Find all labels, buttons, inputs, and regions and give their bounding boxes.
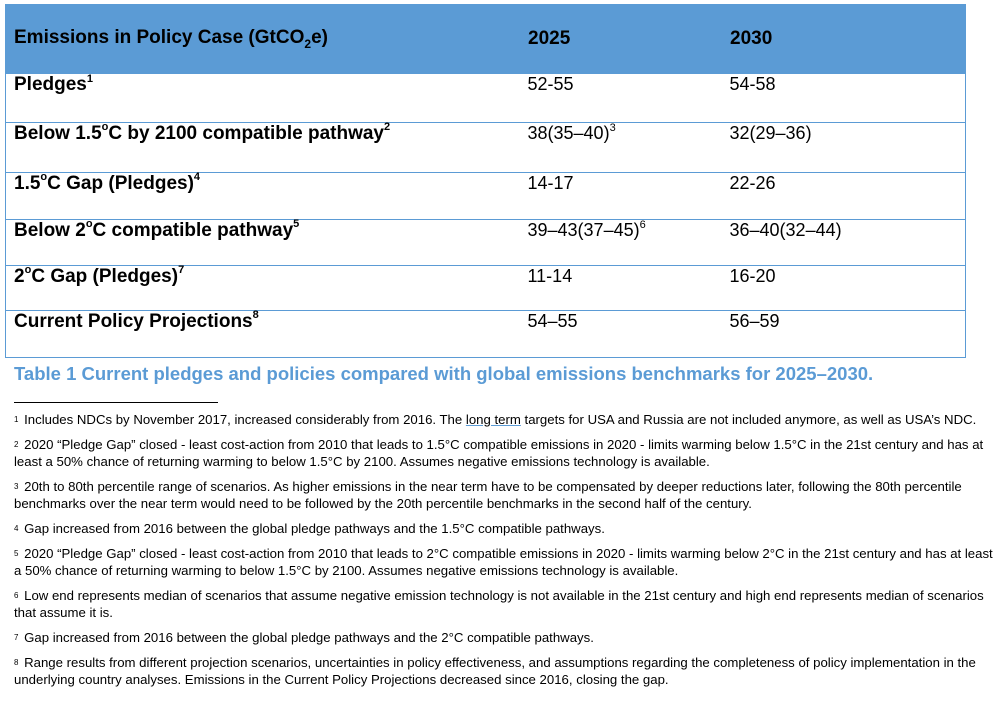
footnote-separator	[14, 402, 218, 403]
cell-2025: 52-55	[527, 74, 574, 94]
table-row	[6, 265, 966, 310]
footnote-5: $^5$ 2020 “Pledge Gap” closed - least cost-action from 2010 that leads to 2°C compatible emissions in 2020 - limits warming below 2°C in the 21st century and has at least a 50% chance of returning warming to below 1.5°C by 2100. Assumes negative emissions technology is available.	[14, 546, 993, 578]
row-label-below-2: Below 2$^o$C compatible pathway$^5$	[6, 219, 520, 265]
table-row	[6, 310, 966, 357]
cell-2025: $38(35-40)^3$	[527, 121, 616, 143]
emissions-table	[5, 4, 966, 358]
row-label-pledges: Pledges$^1$	[6, 74, 520, 122]
footnote-7: $^7$ Gap increased from 2016 between the global pledge pathways and the 2°C compatible pathways.	[14, 630, 594, 645]
footnote-8: $^8$ Range results from different projection scenarios, uncertainties in policy effectiveness, and assumptions regarding the completeness of policy implementation in the underlying country analyses. Emissions in the Current Policy Projections decreased since 2016, closing the gap.	[14, 655, 976, 687]
footnote-1: $^1$ Includes NDCs by November 2017, increased considerably from 2016. The long term targets for USA and Russia are not included anymore, as well as USA’s NDC.	[14, 412, 977, 427]
header-2025: 2025	[520, 4, 722, 74]
table-row	[6, 219, 966, 265]
cell-2025: 11-14	[527, 265, 573, 286]
cell-2025: $39-43(37-45)^6$	[527, 218, 646, 240]
cell-2025: 54–55	[527, 310, 578, 331]
row-label-gap-2: 2$^o$C Gap (Pledges)$^7$	[6, 265, 520, 310]
row-label-gap-1-5: 1.5$^o$C Gap (Pledges)$^4$	[6, 172, 520, 219]
table-caption: Table 1 Current pledges and policies compared with global emissions benchmarks for 2025–2030.	[14, 363, 874, 384]
table-row	[6, 122, 966, 172]
header-policy-case: Emissions in Policy Case (GtCO$_2$e)	[6, 4, 520, 74]
row-label-below-1-5: Below 1.5$^o$C by 2100 compatible pathway$^2$	[6, 122, 520, 172]
footnotes	[14, 411, 996, 696]
table-header-row	[6, 4, 966, 74]
header-2030: 2030	[722, 4, 966, 74]
row-label-current-policy: Current Policy Projections$^8$	[6, 310, 520, 357]
cell-2030: 36–40(32–44)	[722, 219, 966, 265]
cell-2030: 22-26	[722, 172, 966, 219]
cell-2030: 56–59	[722, 310, 966, 357]
footnote-2: $^2$ 2020 “Pledge Gap” closed - least cost-action from 2010 that leads to 1.5°C compatible emissions in 2020 - limits warming below 1.5°C in the 21st century and has at least a 50% chance of returning warming to below 1.5°C by 2100. Assumes negative emissions technology is available.	[14, 437, 984, 469]
cell-2025: 14-17	[527, 172, 574, 193]
cell-2030: 32(29–36)	[722, 122, 966, 172]
table-row	[6, 74, 966, 122]
footnote-6: $^6$ Low end represents median of scenarios that assume negative emission technology is not available in the 21st century and high end represents median of scenarios that assume it is.	[14, 588, 984, 620]
cell-2030: 54-58	[722, 74, 966, 122]
cell-2030: 16-20	[722, 265, 966, 310]
footnote-4: $^4$ Gap increased from 2016 between the global pledge pathways and the 1.5°C compatible pathways.	[14, 521, 605, 536]
footnote-3: $^3$ 20th to 80th percentile range of scenarios. As higher emissions in the near term have to be compensated by deeper reductions later, following the 80th percentile benchmarks over the near term would need to be followed by the 20th percentile benchmarks in the second half of the century.	[14, 479, 962, 511]
table-row	[6, 172, 966, 219]
